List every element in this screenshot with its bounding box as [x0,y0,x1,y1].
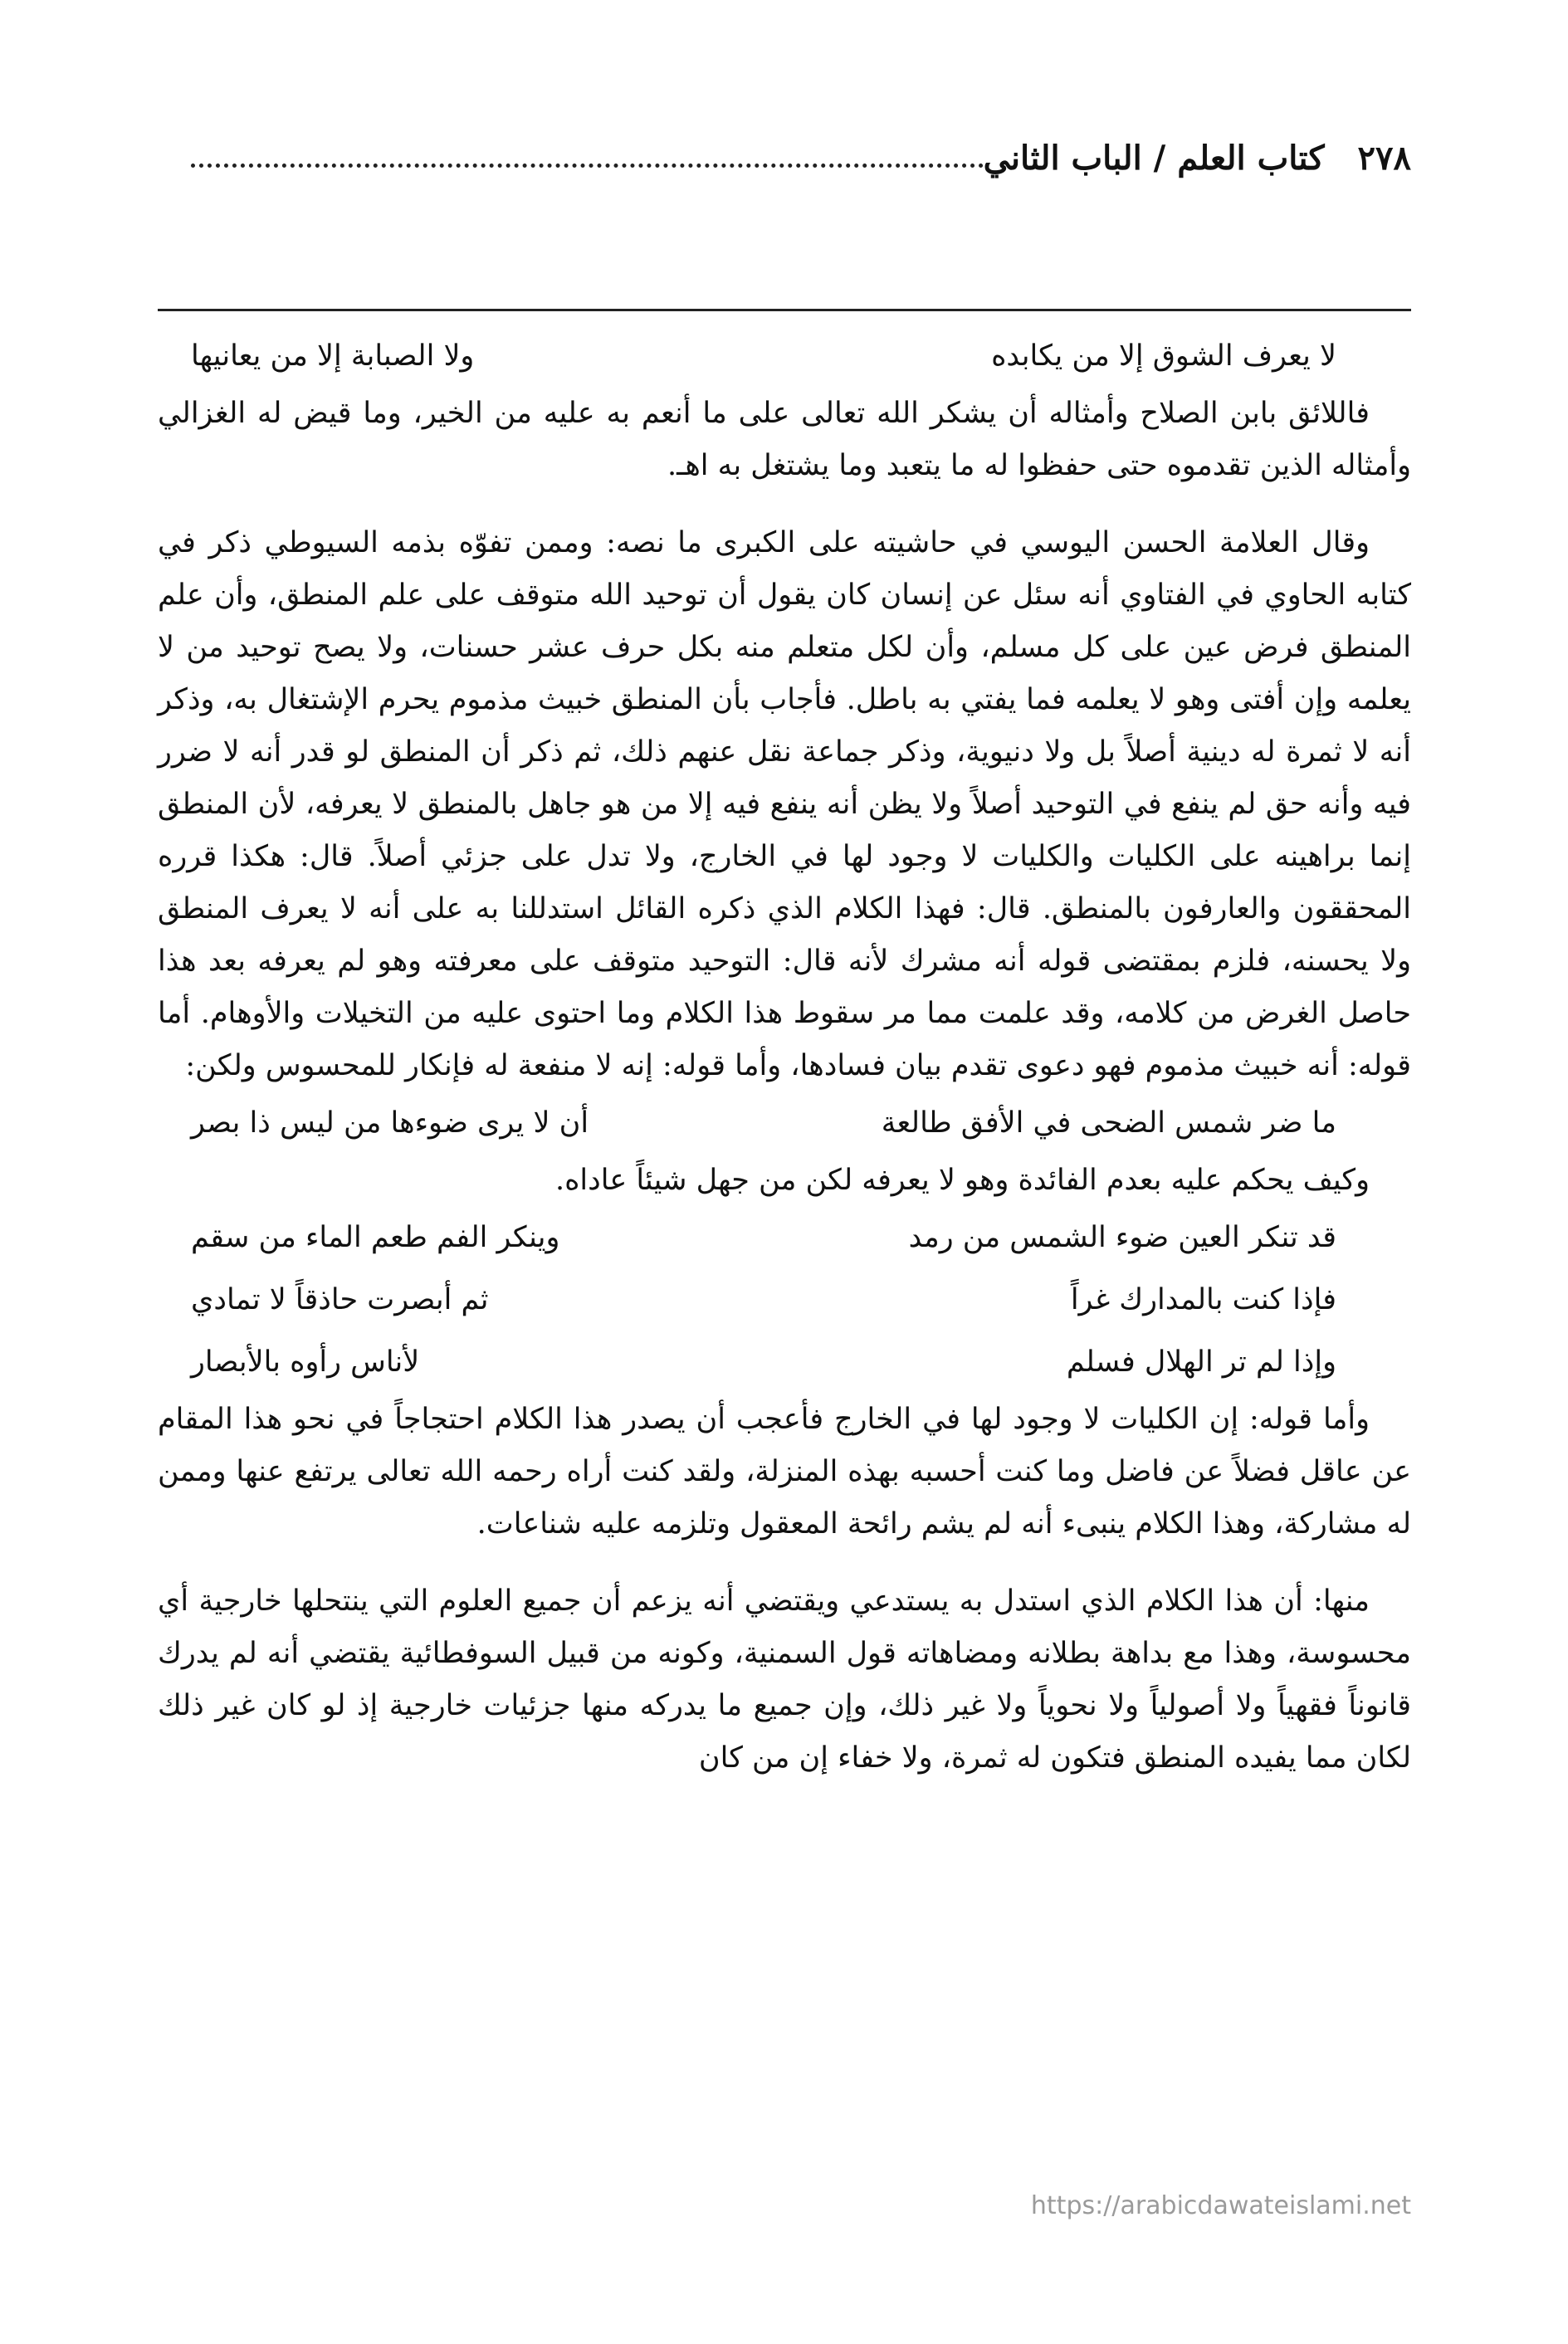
verse-hemistich-first: وإذا لم تر الهلال فسلم [1066,1345,1336,1379]
verse-hemistich-second: لأناس رأوه بالأبصار [191,1345,420,1379]
paragraph-2: وقال العلامة الحسن اليوسي في حاشيته على الكبرى ما نصه: وممن تفوّه بذمه السيوطي ذكر في كتابه الحاوي في الفتاوي أنه سئل عن إنسان كان يقول أن توحيد الله متوقف على علم المنطق، وأن علم المنطق فرض عين على كل مسلم، وأن لكل متعلم منه بكل حرف عشر حسنات، ولا يصح توحيد من لا يعلمه وإن أفتى وهو لا يعلمه فما يفتي به باطل. فأجاب بأن المنطق خبيث مذموم يحرم الإشتغال به، وذكر أنه لا ثمرة له دينية أصلاً بل ولا دنيوية، وذكر جماعة نقل عنهم ذلك، ثم ذكر أن المنطق لو قدر أنه لا ضرر فيه وأنه حق لم ينفع في التوحيد أصلاً ولا يظن أنه ينفع فيه إلا من هو جاهل بالمنطق لا يعرفه، لأن المنطق إنما براهينه على الكليات والكليات لا وجود لها في الخارج، ولا تدل على جزئي أصلاً. قال: هكذا قرره المحققون والعارفون بالمنطق. قال: فهذا الكلام الذي ذكره القائل استدللنا به على أنه لا يعرف المنطق ولا يحسنه، فلزم بمقتضى قوله أنه مشرك لأنه قال: التوحيد متوقف على معرفته وهو لم يعرفه بعد هذا حاصل الغرض من كلامه، وقد علمت مما مر سقوط هذا الكلام وما احتوى عليه من التخيلات والأوهام. أما قوله: أنه خبيث مذموم فهو دعوى تقدم بيان فسادها، وأما قوله: إنه لا منفعة له فإنكار للمحسوس ولكن: [158,526,1411,1082]
verse-hemistich-second: أن لا يرى ضوءها من ليس ذا بصر [191,1106,589,1140]
paragraph-3: وأما قوله: إن الكليات لا وجود لها في الخارج فأعجب أن يصدر هذا الكلام احتجاجاً في نحو هذا المقام عن عاقل فضلاً عن فاضل وما كنت أحسبه بهذه المنزلة، ولقد كنت أراه رحمه الله تعالى يرتفع عنها وممن له مشاركة، وهذا الكلام ينبىء أنه لم يشم رائحة المعقول وتلزمه عليه شناعات. [158,1403,1411,1541]
header-dot-leader [191,164,984,168]
page-header [158,125,1411,191]
verse-hemistich-first: فإذا كنت بالمدارك غراً [1070,1283,1336,1316]
verse-hemistich-first: ما ضر شمس الضحى في الأفق طالعة [881,1106,1336,1140]
line-after-verse: وكيف يحكم عليه بعدم الفائدة وهو لا يعرفه لكن من جهل شيئاً عاداه. [554,1164,1370,1197]
verse-2a [158,1207,1411,1269]
paragraph-4: منها: أن هذا الكلام الذي استدل به يستدعي ويقتضي أنه يزعم أن جميع العلوم التي ينتحلها خارجية أي محسوسة، وهذا مع بداهة بطلانه ومضاهاته قول السمنية، وكونه من قبيل السوفطائية يقتضي أنه لم يدرك قانوناً فقهياً ولا أصولياً ولا نحوياً ولا غير ذلك، وإن جميع ما يدركه منها جزئيات خارجية إذ لو كان غير ذلك لكان مما يفيده المنطق فتكون له ثمرة، ولا خفاء إن من كان [158,1585,1411,1775]
verse-hemistich-second: ثم أبصرت حاذقاً لا تمادي [191,1283,489,1316]
running-title: كتاب العلم / الباب الثاني [983,138,1325,178]
verse-1 [158,1092,1411,1155]
paragraph-1: فاللائق بابن الصلاح وأمثاله أن يشكر الله تعالى على ما أنعم به عليه من الخير، وما قيض له الغزالي وأمثاله الذين تقدموه حتى حفظوا له ما يتعبد وما يشتغل به اهـ. [158,397,1411,482]
verse-hemistich-second: ولا الصبابة إلا من يعانيها [191,339,475,373]
verse-top [158,325,1411,388]
page-number: ٢٧٨ [1357,138,1411,178]
verse-hemistich-first: لا يعرف الشوق إلا من يكابده [991,339,1336,373]
verse-2b [158,1269,1411,1331]
header-rule [158,309,1411,311]
verse-hemistich-second: وينكر الفم طعم الماء من سقم [191,1221,560,1254]
verse-hemistich-first: قد تنكر العين ضوء الشمس من رمد [908,1221,1336,1254]
page-body [158,325,1411,1785]
verse-2c [158,1331,1411,1394]
watermark-url: https://arabicdawateislami.net [1030,2191,1411,2220]
